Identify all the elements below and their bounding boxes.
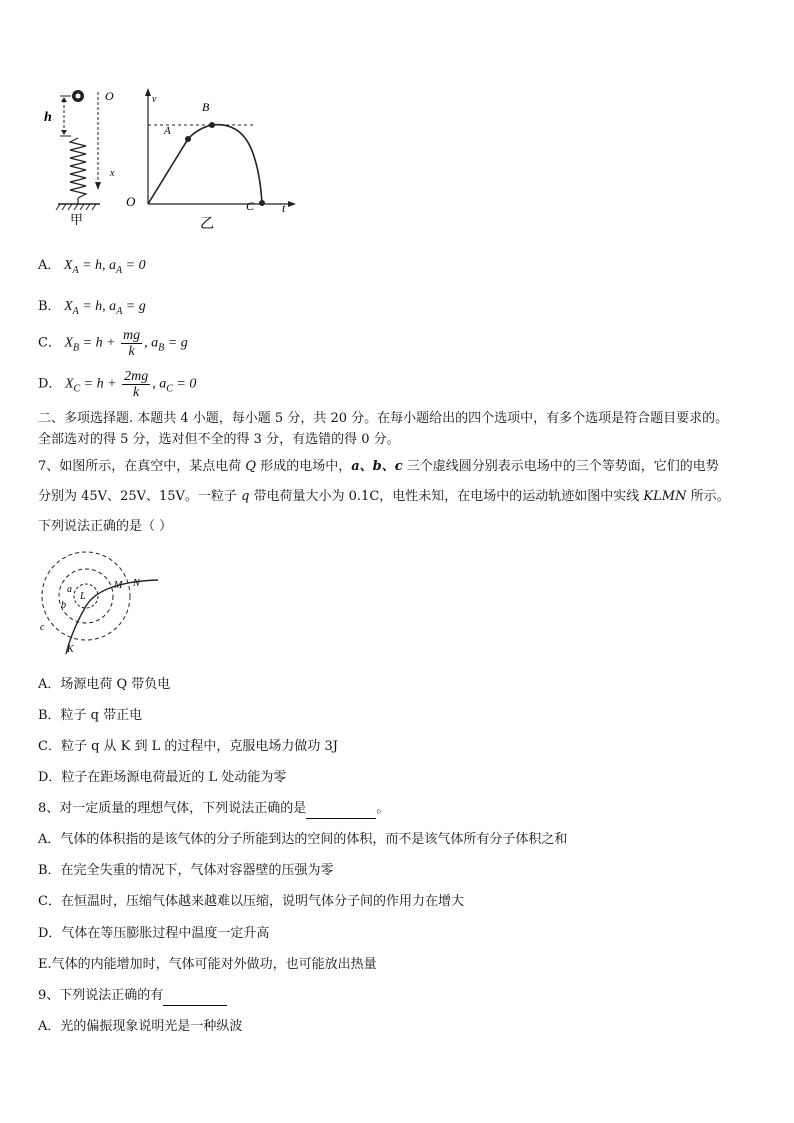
figure-equipotential bbox=[34, 550, 164, 660]
circle-c bbox=[42, 552, 130, 640]
point-c bbox=[259, 200, 265, 206]
q8-option-c[interactable]: C．在恒温时，压缩气体越来越难以压缩，说明气体分子间的作用力在增大 bbox=[38, 894, 464, 909]
q8-answer-blank[interactable] bbox=[306, 804, 376, 819]
q8-stem: 8、对一定质量的理想气体，下列说法正确的是 。 bbox=[38, 799, 389, 819]
x-label: x bbox=[110, 168, 115, 179]
spring-diagram bbox=[44, 89, 115, 227]
q7-stem-line1: 7、如图所示，在真空中，某点电荷 Q 形成的电场中，a、b、c 三个虚线圆分别表示电场中的三个等势面，它们的电势 bbox=[38, 459, 719, 474]
h-label: h bbox=[44, 110, 52, 125]
label-n: N bbox=[133, 578, 140, 589]
q6-option-a[interactable]: A． $X_A = h$, $a_A = 0$ bbox=[38, 258, 146, 276]
vt-graph bbox=[126, 88, 296, 232]
point-b bbox=[209, 122, 215, 128]
q6-option-d[interactable]: D． $X_C = h$ + $\frac{2mg}{k}$ , $a_C = 0$ bbox=[38, 369, 197, 400]
section2-line2: 全部选对的得 5 分，选对但不全的得 3 分，有选错的得 0 分。 bbox=[38, 432, 400, 447]
point-a bbox=[185, 136, 191, 142]
o-label-spring: O bbox=[105, 89, 114, 103]
q8-option-a[interactable]: A．气体的体积指的是该气体的分子所能到达的空间的体积，而不是该气体所有分子体积之和 bbox=[38, 832, 568, 847]
q6-option-b[interactable]: B． $X_A = h$, $a_A = g$ bbox=[38, 299, 146, 317]
q9-option-a[interactable]: A．光的偏振现象说明光是一种纵波 bbox=[38, 1019, 243, 1034]
q7-option-d[interactable]: D．粒子在距场源电荷最近的 L 处动能为零 bbox=[38, 770, 287, 785]
a-label: A bbox=[164, 125, 171, 137]
label-k: K bbox=[67, 644, 74, 655]
figure-spring-vt-graph bbox=[38, 86, 308, 234]
label-l: L bbox=[80, 591, 86, 602]
q7-stem-line3: 下列说法正确的是（ ） bbox=[38, 519, 173, 534]
q8-option-e[interactable]: E.气体的内能增加时，气体可能对外做功，也可能放出热量 bbox=[38, 957, 377, 972]
q9-stem: 9、下列说法正确的有 bbox=[38, 986, 227, 1006]
label-a: a bbox=[67, 584, 72, 595]
label-m: M bbox=[114, 580, 123, 591]
v-label: v bbox=[152, 94, 157, 105]
label-c: c bbox=[40, 622, 45, 633]
c-label: C bbox=[246, 199, 255, 213]
q7-option-a[interactable]: A．场源电荷 Q 带负电 bbox=[38, 677, 171, 692]
q7-option-b[interactable]: B．粒子 q 带正电 bbox=[38, 708, 143, 723]
q9-answer-blank[interactable] bbox=[163, 991, 227, 1006]
q8-option-b[interactable]: B．在完全失重的情况下，气体对容器壁的压强为零 bbox=[38, 863, 334, 878]
q7-option-c[interactable]: C．粒子 q 从 K 到 L 的过程中，克服电场力做功 3J bbox=[38, 739, 339, 754]
yi-label: 乙 bbox=[200, 217, 214, 232]
origin-label: O bbox=[126, 194, 136, 209]
t-label: t bbox=[282, 201, 286, 215]
spring bbox=[70, 138, 86, 198]
q7-stem-line2: 分别为 45V、25V、15V。一粒子 q 带电荷量大小为 0.1C，电性未知，在电场中的运动轨迹如图中实线 KLMN 所示。 bbox=[38, 489, 730, 504]
section2-line1: 二、多项选择题. 本题共 4 小题，每小题 5 分，共 20 分。在每小题给出的四个选项中，有多个选项是符合题目要求的。 bbox=[38, 411, 729, 426]
circle-b bbox=[59, 569, 113, 623]
label-b: b bbox=[61, 600, 66, 611]
q8-option-d[interactable]: D．气体在等压膨胀过程中温度一定升高 bbox=[38, 926, 270, 941]
jia-label: 甲 bbox=[70, 212, 84, 227]
q6-option-c[interactable]: C． $X_B = h$ + $\frac{mg}{k}$ , $a_B = g$ bbox=[38, 328, 188, 359]
b-label: B bbox=[202, 100, 210, 114]
